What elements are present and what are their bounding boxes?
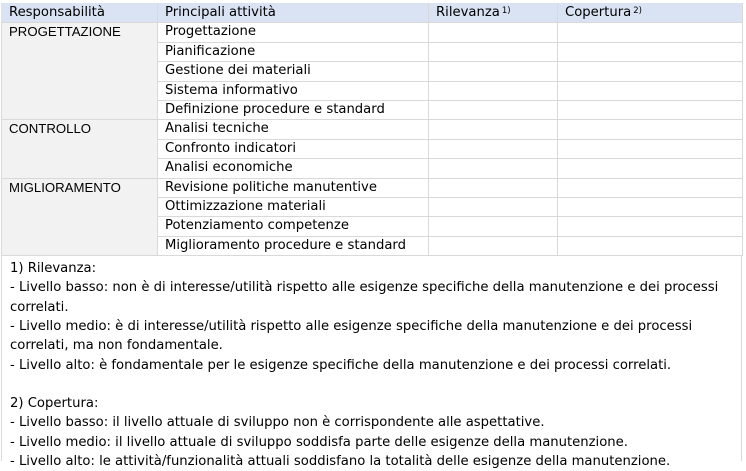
rilevanza-cell[interactable] xyxy=(429,139,558,158)
activity-cell: Confronto indicatori xyxy=(158,139,429,158)
table-row xyxy=(2,23,743,42)
header-responsabilita xyxy=(2,4,158,23)
copertura-cell[interactable] xyxy=(558,62,743,81)
rilevanza-cell[interactable] xyxy=(429,23,558,42)
document xyxy=(1,3,742,470)
note-line: correlati. xyxy=(10,299,69,315)
activity-cell: Pianificazione xyxy=(158,42,429,61)
table-row xyxy=(2,120,743,139)
note-line: - Livello alto: le attività/funzionalità attuali soddisfano la totalità delle esigenze della manutenzione. xyxy=(10,454,671,470)
copertura-cell[interactable] xyxy=(558,139,743,158)
copertura-cell[interactable] xyxy=(558,197,743,216)
footnote-ref: 1) xyxy=(501,6,511,16)
copertura-cell[interactable] xyxy=(558,217,743,236)
activity-cell: Analisi economiche xyxy=(158,159,429,178)
header-label: Principali attività xyxy=(165,5,276,20)
responsibility-table xyxy=(1,3,743,256)
copertura-cell[interactable] xyxy=(558,178,743,197)
note-line: - Livello alto: è fondamentale per le esigenze specifiche della manutenzione e dei processi correlati. xyxy=(10,357,672,373)
group-miglioramento: MIGLIORAMENTO xyxy=(2,178,158,256)
note-line: - Livello basso: il livello attuale di sviluppo non è corrispondente alle aspettative. xyxy=(10,415,545,431)
rilevanza-cell[interactable] xyxy=(429,197,558,216)
footnote-ref: 2) xyxy=(633,6,642,16)
copertura-cell[interactable] xyxy=(558,81,743,100)
rilevanza-cell[interactable] xyxy=(429,120,558,139)
header-label: Rilevanza xyxy=(436,5,500,20)
rilevanza-cell[interactable] xyxy=(429,159,558,178)
activity-cell: Analisi tecniche xyxy=(158,120,429,139)
note-line: - Livello medio: il livello attuale di sviluppo soddisfa parte delle esigenze della manutenzione. xyxy=(10,434,628,450)
activity-cell: Revisione politiche manutentive xyxy=(158,178,429,197)
activity-cell: Potenziamento competenze xyxy=(158,217,429,236)
rilevanza-cell[interactable] xyxy=(429,81,558,100)
table-row xyxy=(2,178,743,197)
copertura-cell[interactable] xyxy=(558,236,743,255)
copertura-cell[interactable] xyxy=(558,42,743,61)
activity-cell: Sistema informativo xyxy=(158,81,429,100)
footnotes xyxy=(1,256,742,470)
copertura-cell[interactable] xyxy=(558,120,743,139)
header-attivita xyxy=(158,4,429,23)
spacer xyxy=(10,375,741,394)
copertura-cell[interactable] xyxy=(558,100,743,119)
activity-cell: Definizione procedure e standard xyxy=(158,100,429,119)
rilevanza-cell[interactable] xyxy=(429,100,558,119)
note-line: - Livello basso: non è di interesse/utilità rispetto alle esigenze specifiche della manutenzione e dei processi xyxy=(10,280,719,296)
activity-cell: Gestione dei materiali xyxy=(158,62,429,81)
rilevanza-cell[interactable] xyxy=(429,236,558,255)
activity-cell: Miglioramento procedure e standard xyxy=(158,236,429,255)
note-copertura-title: 2) Copertura: xyxy=(10,396,99,412)
rilevanza-cell[interactable] xyxy=(429,62,558,81)
table-header-row xyxy=(2,4,743,23)
note-line: correlati, ma non fondamentale. xyxy=(10,338,223,354)
note-rilevanza-title: 1) Rilevanza: xyxy=(10,261,97,277)
note-line: - Livello medio: è di interesse/utilità rispetto alle esigenze specifiche della manutenzione e dei processi xyxy=(10,318,693,334)
group-controllo: CONTROLLO xyxy=(2,120,158,178)
group-progettazione: PROGETTAZIONE xyxy=(2,23,158,120)
activity-cell: Ottimizzazione materiali xyxy=(158,197,429,216)
header-copertura xyxy=(558,4,743,23)
header-label: Copertura xyxy=(565,5,632,20)
header-rilevanza xyxy=(429,4,558,23)
rilevanza-cell[interactable] xyxy=(429,217,558,236)
activity-cell: Progettazione xyxy=(158,23,429,42)
copertura-cell[interactable] xyxy=(558,159,743,178)
rilevanza-cell[interactable] xyxy=(429,42,558,61)
copertura-cell[interactable] xyxy=(558,23,743,42)
header-label: Responsabilità xyxy=(9,5,105,20)
rilevanza-cell[interactable] xyxy=(429,178,558,197)
